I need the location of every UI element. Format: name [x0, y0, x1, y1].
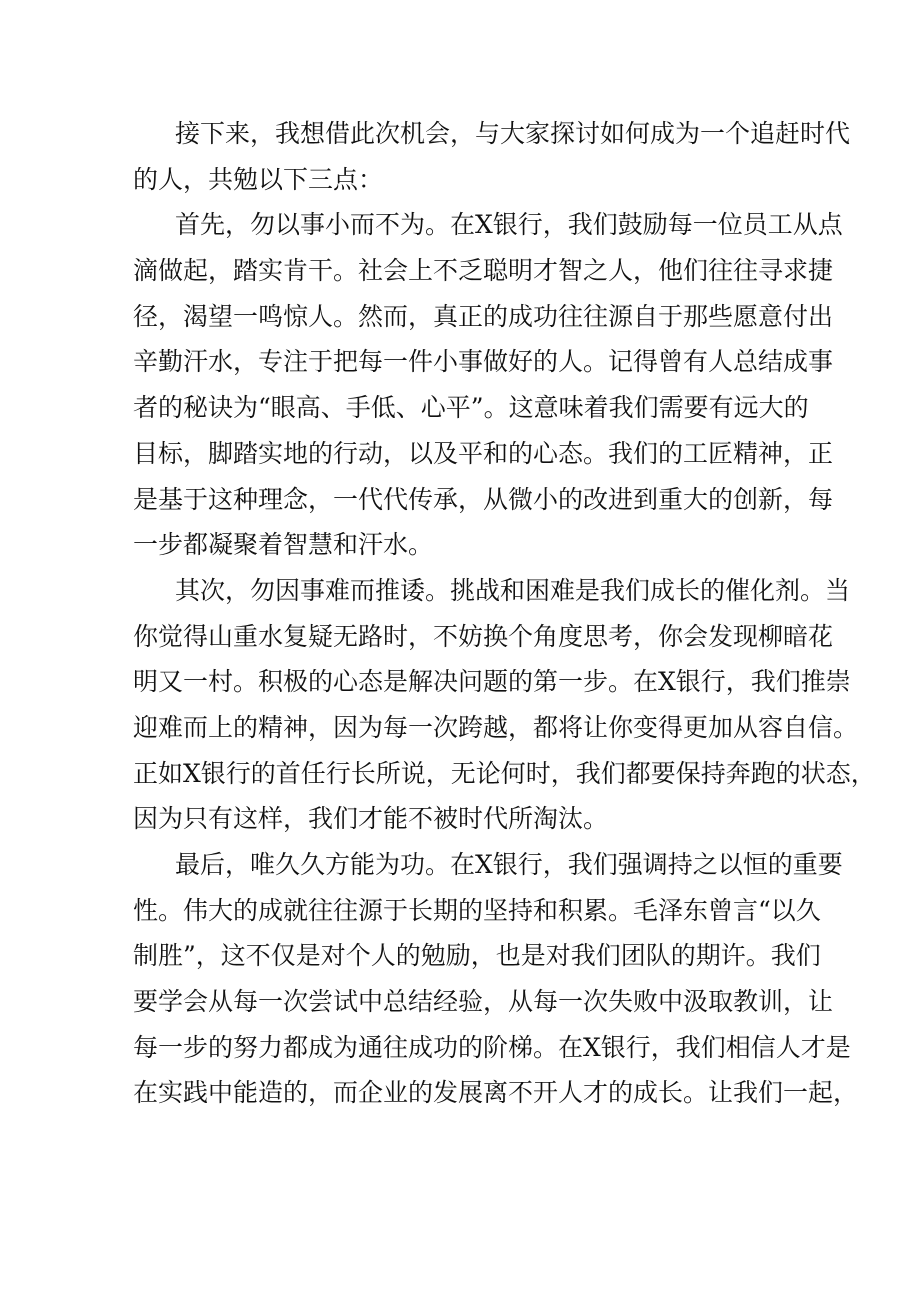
paragraph-3-line-1: 其次，勿因事难而推诿。挑战和困难是我们成长的催化剂。当	[175, 575, 851, 605]
paragraph-2-line-1: 首先，勿以事小而不为。在X银行，我们鼓励每一位员工从点	[175, 210, 843, 240]
paragraph-2-line-2: 滴做起，踏实肯干。社会上不乏聪明才智之人，他们往往寻求捷	[133, 256, 834, 286]
paragraph-4-line-5: 每一步的努力都成为通往成功的阶梯。在X银行，我们相信人才是	[133, 1032, 851, 1062]
paragraph-4-line-3: 制胜”，这不仅是对个人的勉励，也是对我们团队的期许。我们	[133, 941, 821, 971]
paragraph-2-line-6: 目标，脚踏实地的行动，以及平和的心态。我们的工匠精神，正	[133, 438, 834, 468]
paragraph-4-line-2: 性。伟大的成就往往源于长期的坚持和积累。毛泽东曾言“以久	[133, 895, 821, 925]
paragraph-3-line-4: 迎难而上的精神，因为每一次跨越，都将让你变得更加从容自信。	[133, 712, 859, 742]
paragraph-2-line-8: 一步都凝聚着智慧和汗水。	[133, 530, 434, 560]
paragraph-3-line-2: 你觉得山重水复疑无路时，不妨换个角度思考，你会发现柳暗花	[133, 621, 834, 651]
paragraph-1-line-2: 的人，共勉以下三点：	[133, 164, 384, 194]
paragraph-4-line-1: 最后，唯久久方能为功。在X银行，我们强调持之以恒的重要	[175, 850, 843, 879]
paragraph-4-line-4: 要学会从每一次尝试中总结经验，从每一次失败中汲取教训，让	[133, 987, 834, 1017]
paragraph-2-line-3: 径，渴望一鸣惊人。然而，真正的成功往往源自于那些愿意付出	[133, 301, 834, 331]
paragraph-2-line-4: 辛勤汗水，专注于把每一件小事做好的人。记得曾有人总结成事	[133, 347, 834, 377]
paragraph-3-line-5: 正如X银行的首任行长所说，无论何时，我们都要保持奔跑的状态，	[133, 758, 876, 788]
document-body	[133, 111, 876, 1116]
paragraph-3-line-3: 明又一村。积极的心态是解决问题的第一步。在X银行，我们推崇	[133, 667, 851, 697]
paragraph-2-line-7: 是基于这种理念，一代代传承，从微小的改进到重大的创新，每	[133, 484, 834, 514]
paragraph-2-line-5: 者的秘诀为“眼高、手低、心平”。这意味着我们需要有远大的	[133, 393, 809, 423]
paragraph-4-line-6: 在实践中能造的，而企业的发展离不开人才的成长。让我们一起，	[133, 1078, 859, 1108]
paragraph-3-line-6: 因为只有这样，我们才能不被时代所淘汰。	[133, 804, 609, 834]
paragraph-1-line-1: 接下来，我想借此次机会，与大家探讨如何成为一个追赶时代	[175, 119, 851, 148]
